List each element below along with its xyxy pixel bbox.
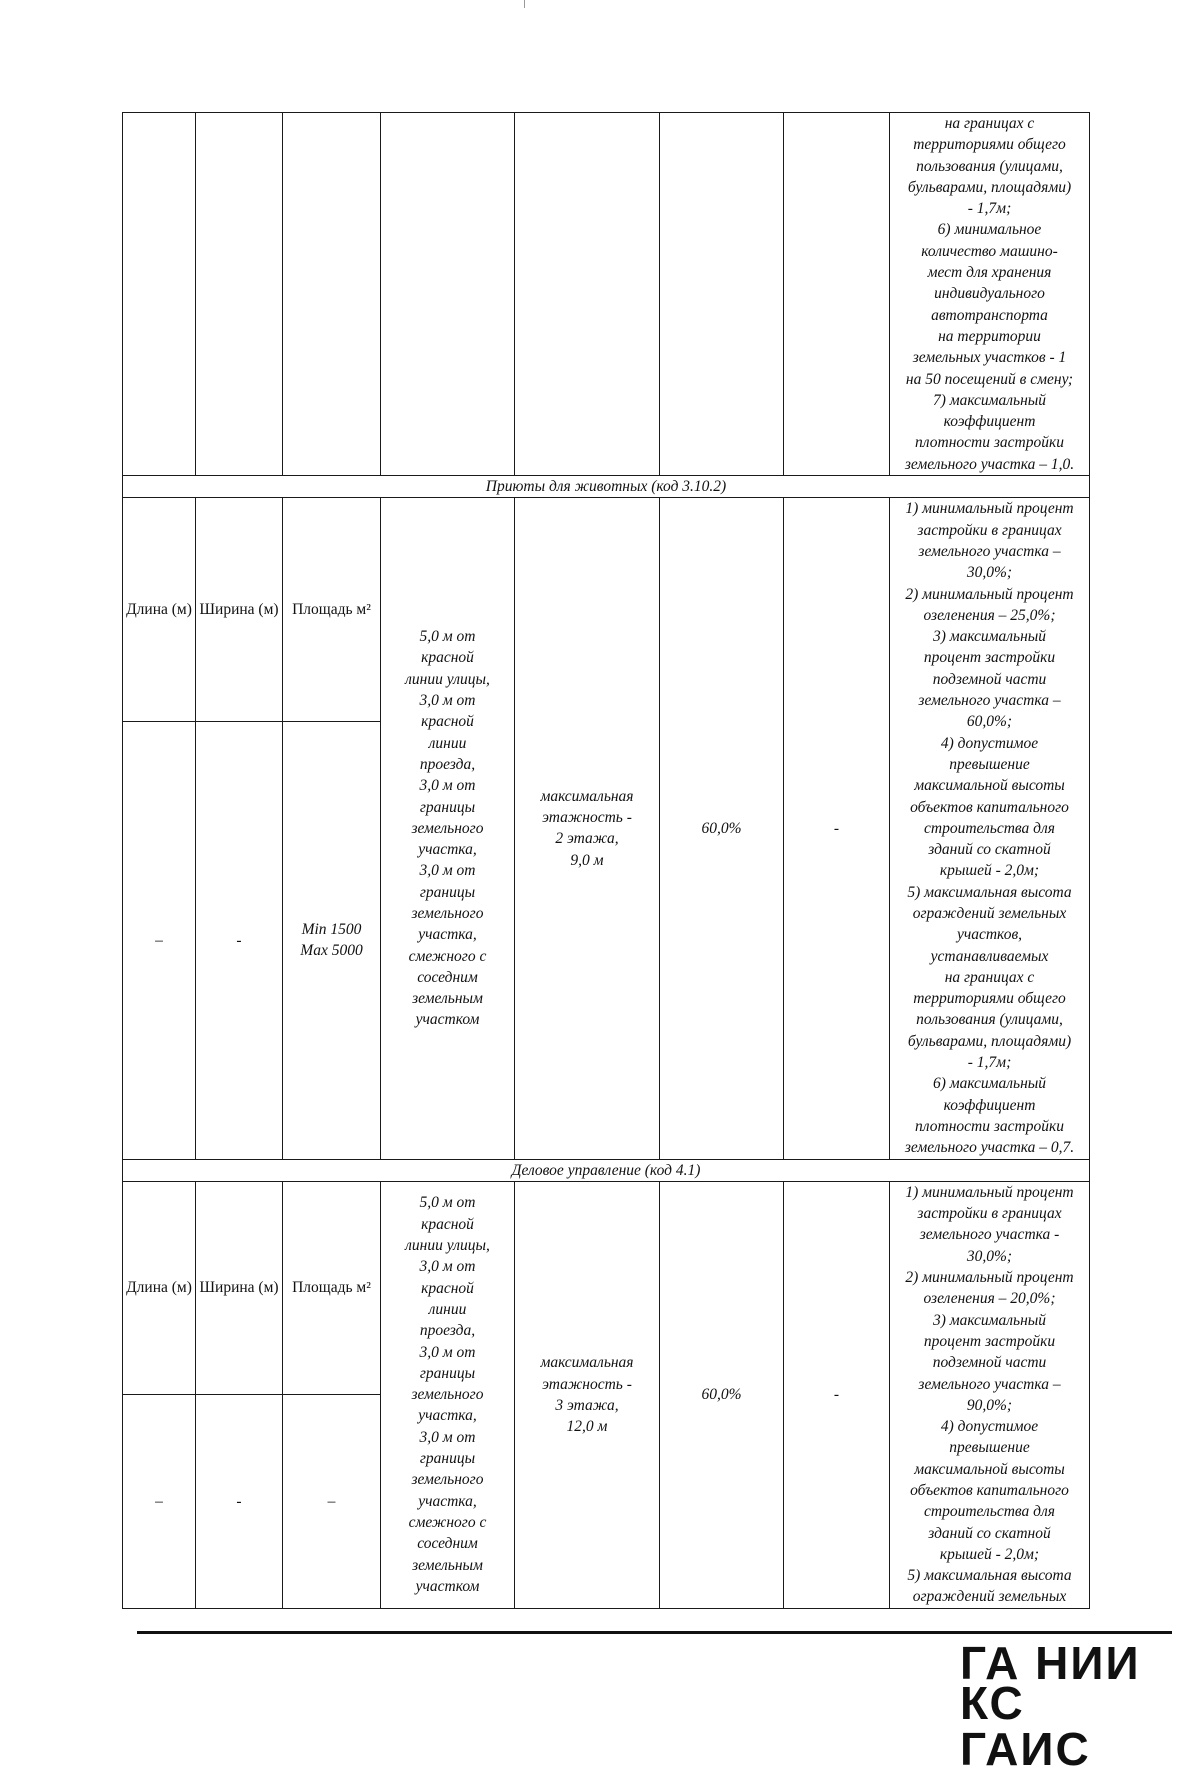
section-title: Приюты для животных (код 3.10.2)	[123, 476, 1090, 498]
cont-params-cell	[890, 113, 1090, 476]
text-line: границы	[419, 798, 476, 816]
text-line: 3) максимальный	[932, 628, 1047, 646]
text-line: подземной части	[932, 1354, 1047, 1372]
text-line: 4) допустимое	[940, 1418, 1039, 1436]
text-line: участков,	[956, 926, 1023, 944]
text-line: пользования (улицами,	[916, 1011, 1063, 1029]
setbacks-list	[383, 626, 512, 1031]
text-line: земельного участка –	[918, 692, 1061, 710]
area-min: Min 1500	[301, 921, 362, 939]
text-line: земельного участка –	[918, 542, 1061, 560]
text-line: 3 этажа,	[555, 1396, 619, 1414]
text-line: 3,0 м от	[419, 1428, 476, 1446]
text-line: 3,0 м от	[419, 862, 476, 880]
text-line: 9,0 м	[570, 851, 604, 869]
text-line: превышение	[949, 755, 1030, 773]
text-line: 12,0 м	[566, 1418, 608, 1436]
text-line: границы	[419, 1450, 476, 1468]
area-max: Max 5000	[300, 942, 363, 960]
text-line: соседним	[417, 968, 478, 986]
text-line: земельного	[411, 1386, 484, 1404]
cont-length-cell	[123, 113, 196, 476]
text-line: озеленения – 20,0%;	[923, 1290, 1056, 1308]
text-line: красной	[421, 1215, 474, 1233]
length-header: Длина (м)	[123, 1181, 196, 1394]
text-line: максимальной высоты	[914, 777, 1065, 795]
text-line: подземной части	[932, 670, 1047, 688]
text-line: устанавливаемых	[930, 947, 1049, 965]
text-line: 6) максимальный	[932, 1075, 1047, 1093]
text-line: соседним	[417, 1535, 478, 1553]
text-line: линии улицы,	[405, 1237, 490, 1255]
text-line: 3,0 м от	[419, 1258, 476, 1276]
height-cell	[515, 1181, 660, 1608]
text-line: участка,	[418, 1492, 477, 1510]
text-line: ограждений земельных	[912, 1588, 1067, 1606]
text-line: озеленения – 25,0%;	[923, 606, 1056, 624]
text-line: этажность -	[542, 809, 632, 827]
text-line: коэффициент	[943, 1096, 1036, 1114]
text-line: 4) допустимое	[940, 734, 1039, 752]
text-line: 5) максимальная высота	[907, 883, 1072, 901]
text-line: земельных участков - 1	[912, 349, 1067, 367]
text-line: земельного участка -	[919, 1226, 1060, 1244]
text-line: - 1,7м;	[967, 200, 1012, 218]
text-line: объектов капитального	[910, 1482, 1069, 1499]
text-line: на границах с	[944, 968, 1035, 986]
text-line: участка,	[418, 841, 477, 859]
cont-setbacks-cell	[381, 113, 515, 476]
text-line: земельным	[412, 990, 483, 1008]
area-value: –	[283, 1395, 381, 1608]
text-line: 2) минимальный процент	[905, 585, 1074, 603]
text-line: 5) максимальная высота	[907, 1567, 1072, 1585]
text-line: территориями общего	[913, 136, 1066, 154]
text-line: земельного участка – 1,0.	[904, 455, 1075, 473]
height-list	[517, 786, 657, 871]
text-line: 3) максимальный	[932, 1311, 1047, 1329]
text-line: на границах с	[944, 115, 1035, 132]
height-cell	[515, 498, 660, 1159]
area-value	[283, 722, 381, 1159]
organization-stamp-logo	[960, 1637, 1160, 1775]
text-line: количество машино-	[921, 242, 1058, 260]
zoning-regulations-table	[122, 112, 1090, 1609]
setbacks-cell	[381, 1181, 515, 1608]
width-header: Ширина (м)	[196, 1181, 283, 1394]
text-line: индивидуального	[934, 285, 1045, 303]
text-line: зданий со скатной	[928, 1524, 1051, 1542]
text-line: крышей - 2,0м;	[939, 862, 1040, 880]
continuation-row	[123, 113, 1090, 476]
params-cell	[890, 498, 1090, 1159]
text-line: линии улицы,	[405, 670, 490, 688]
text-line: 1) минимальный процент	[905, 1183, 1074, 1201]
width-value: -	[196, 722, 283, 1159]
text-line: красной	[421, 713, 474, 731]
text-line: территориями общего	[913, 990, 1066, 1008]
text-line: крышей - 2,0м;	[939, 1545, 1040, 1563]
section-title-row	[123, 476, 1090, 498]
text-line: пользования (улицами,	[916, 157, 1063, 175]
other-cell: -	[784, 1181, 890, 1608]
text-line: застройки в границах	[917, 1205, 1062, 1223]
text-line: автотранспорта	[931, 306, 1048, 324]
header-row	[123, 1181, 1090, 1394]
text-line: - 1,7м;	[967, 1054, 1012, 1072]
text-line: максимальной высоты	[914, 1460, 1065, 1478]
width-header: Ширина (м)	[196, 498, 283, 722]
text-line: объектов капитального	[910, 798, 1069, 816]
length-header: Длина (м)	[123, 498, 196, 722]
header-row	[123, 498, 1090, 722]
text-line: 5,0 м от	[419, 628, 476, 646]
area-header: Площадь м²	[283, 498, 381, 722]
text-line: максимальная	[540, 787, 634, 805]
stamp-line-1: ГА НИИ	[960, 1637, 1141, 1689]
cont-area-cell	[283, 113, 381, 476]
params-cell	[890, 1181, 1090, 1608]
text-line: 2 этажа,	[555, 830, 619, 848]
text-line: участком	[415, 1011, 480, 1029]
text-line: красной	[421, 649, 474, 667]
text-line: плотности застройки	[915, 434, 1064, 452]
setbacks-cell	[381, 498, 515, 1159]
setbacks-list	[383, 1192, 512, 1597]
text-line: превышение	[949, 1439, 1030, 1457]
text-line: 30,0%;	[966, 564, 1013, 582]
text-line: границы	[419, 1364, 476, 1382]
area-header: Площадь м²	[283, 1181, 381, 1394]
text-line: 60,0%;	[966, 713, 1013, 731]
params-list	[892, 1182, 1087, 1608]
text-line: смежного с	[408, 947, 487, 965]
coverage-cell: 60,0%	[660, 498, 784, 1159]
text-line: 3,0 м от	[419, 692, 476, 710]
height-list	[517, 1352, 657, 1437]
text-line: ограждений земельных	[912, 904, 1067, 922]
text-line: зданий со скатной	[928, 841, 1051, 859]
text-line: процент застройки	[923, 1332, 1056, 1350]
scan-mark	[524, 0, 525, 8]
text-line: 3,0 м от	[419, 777, 476, 795]
text-line: линии	[428, 734, 467, 752]
length-value: –	[123, 1395, 196, 1608]
bottom-rule	[137, 1631, 1172, 1634]
text-line: строительства для	[924, 819, 1055, 837]
section-title: Деловое управление (код 4.1)	[123, 1159, 1090, 1181]
width-value: -	[196, 1395, 283, 1608]
text-line: земельного участка – 0,7.	[904, 1139, 1075, 1157]
text-line: максимальная	[540, 1354, 634, 1372]
text-line: земельного	[411, 1471, 484, 1489]
coverage-cell: 60,0%	[660, 1181, 784, 1608]
cont-other-cell	[784, 113, 890, 476]
text-line: этажность -	[542, 1375, 632, 1393]
cont-coverage-cell	[660, 113, 784, 476]
text-line: участка,	[418, 926, 477, 944]
text-line: застройки в границах	[917, 521, 1062, 539]
text-line: на 50 посещений в смену;	[905, 370, 1074, 388]
stamp-line-2: КС ГАИС	[960, 1677, 1091, 1775]
text-line: на территории	[938, 327, 1041, 345]
text-line: земельного участка –	[918, 1375, 1061, 1393]
text-line: 3,0 м от	[419, 1343, 476, 1361]
text-line: 5,0 м от	[419, 1194, 476, 1212]
section-title-row	[123, 1159, 1090, 1181]
cont-height-cell	[515, 113, 660, 476]
params-list	[892, 498, 1087, 1158]
text-line: участком	[415, 1577, 480, 1595]
text-line: строительства для	[924, 1503, 1055, 1521]
text-line: 2) минимальный процент	[905, 1269, 1074, 1287]
params-list	[892, 113, 1087, 475]
text-line: процент застройки	[923, 649, 1056, 667]
length-value: –	[123, 722, 196, 1159]
text-line: плотности застройки	[915, 1117, 1064, 1135]
text-line: участка,	[418, 1407, 477, 1425]
text-line: коэффициент	[943, 413, 1036, 431]
text-line: бульварами, площадями)	[907, 178, 1072, 196]
text-line: линии	[428, 1300, 467, 1318]
text-line: мест для хранения	[927, 264, 1052, 282]
text-line: смежного с	[408, 1513, 487, 1531]
text-line: 1) минимальный процент	[905, 500, 1074, 518]
text-line: проезда,	[419, 755, 476, 773]
text-line: 7) максимальный	[932, 391, 1047, 409]
text-line: границы	[419, 883, 476, 901]
text-line: 6) минимальное	[937, 221, 1042, 239]
text-line: бульварами, площадями)	[907, 1032, 1072, 1050]
text-line: 90,0%;	[966, 1396, 1013, 1414]
text-line: земельным	[412, 1556, 483, 1574]
text-line: земельного	[411, 904, 484, 922]
text-line: проезда,	[419, 1322, 476, 1340]
text-line: 30,0%;	[966, 1247, 1013, 1265]
other-cell: -	[784, 498, 890, 1159]
cont-width-cell	[196, 113, 283, 476]
text-line: красной	[421, 1279, 474, 1297]
text-line: земельного	[411, 819, 484, 837]
